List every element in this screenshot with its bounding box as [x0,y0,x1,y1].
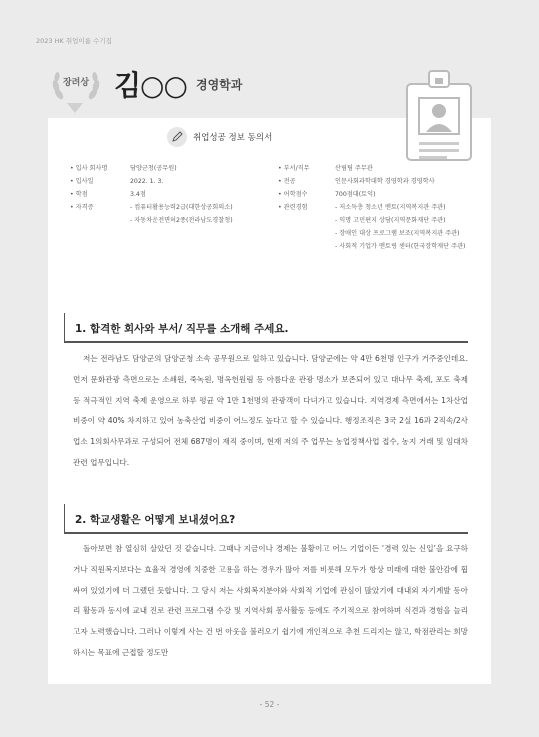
info-key: • 입사일 [70,178,94,185]
q1-title: 1. 합격한 회사와 부서/ 직무를 소개해 주세요. [75,323,289,335]
q2-bracket [64,504,65,533]
consent-section [0,127,539,149]
info-value: 3.4점 [130,191,146,198]
q1-underline [64,341,468,343]
info-key: • 어학점수 [278,191,308,198]
header-caption: 2023 HK 취업이룸 수기집 [36,37,112,45]
info-value: 산림팀 주무관 [335,165,373,172]
page-number: - 52 - [259,700,280,709]
person-name: 김○○ [114,69,187,102]
q1-body: 저는 전라남도 담양군의 담양군청 소속 공무원으로 일하고 있습니다. 담양군에는 약 4만 6천명 인구가 거주중인데요. 먼저 문화관광 측면으로는 소쇄원, 죽녹원, 명옥헌원림 등 아름다운 관광 명소가 보존되어 있고 대나무 축제, 포도 축제 등 적극적인 지역 축제 운영으로 하루 평균 약 1만 1천명의 관광객이 다녀가고 있습니다. 지역경제 측면에서는 1차산업 비중이 약 40% 차지하고 있어 농축산업 비중이 어느정도 높다고 할 수 있습니다. 행정조직은 3국 2실 16과 2직속/2사업소 1의회사무과로 구성되어 전체 687명이 재직 중이며, 현재 저의 주 업무는 농업정책사업 접수, 농지 거래 및 임대차 관련 업무입니다. [73,354,468,467]
pencil-icon [167,127,187,147]
info-key: • 관련경험 [278,204,308,211]
info-key: • 학점 [70,191,88,198]
info-value: 담양군청(공무원) [130,165,177,172]
info-value: 인문사회과학대학 경영학과 경영학사 [335,178,435,185]
info-key: • 자격증 [70,204,94,211]
info-value: - 익명 고민편지 상담(지역문화재단 주관) [335,217,446,224]
info-value: 700점대(토익) [335,191,376,198]
consent-title: 취업성공 정보 동의서 [193,133,273,143]
info-value: - 자동차운전면허2종(전라남도경찰청) [130,217,233,224]
award-label: 장려상 [62,78,90,88]
award-ribbon [67,103,83,113]
q2-title: 2. 학교생활은 어떻게 보내셨어요? [75,514,236,526]
info-key: • 전공 [278,178,296,185]
q2-body: 돌아보면 참 열심히 살았던 것 같습니다. 그때나 지금이나 경제는 불황이고 어느 기업이든 ‘경력 있는 신입’을 요구하거나 직원복지보다는 효율적 경영에 치중한 고용을 하는 경우가 많아 저를 비롯해 모두가 항상 미래에 대한 불안감에 휩싸여 있었기에 더 그랬던 듯합니다. 그 당시 저는 사회복지분야와 사회적 기업에 관심이 많았기에 대내외 자기계발 동아리 활동과 동시에 교내 진로 관련 프로그램 수강 및 지역사회 봉사활동 등에도 주기적으로 참여하며 식견과 경험을 늘리고자 노력했습니다. 그러나 이렇게 사는 건 번 아웃을 불러오기 쉽기에 개인적으로 추천 드리지는 않고, 학점관리는 희망하시는 목표에 근접할 정도만 [73,544,468,657]
info-value: - 저소득층 청소년 멘토(지역복지관 주관) [335,204,446,211]
department: 경영학과 [196,78,243,92]
info-value: - 사회적 기업가 멘토링 센터(한국장학재단 주관) [335,243,466,250]
info-key: • 부서/직무 [278,165,310,172]
info-value: - 컴퓨터활용능력2급(대한상공회의소) [130,204,233,211]
q2-underline [64,532,468,534]
info-value: 2022. 1. 3. [130,178,164,185]
q1-bracket [64,313,65,342]
info-key: • 입사 회사명 [70,165,108,172]
info-value: - 장애인 대상 프로그램 보조(지역복지관 주관) [335,230,460,237]
id-card-icon [404,68,474,164]
